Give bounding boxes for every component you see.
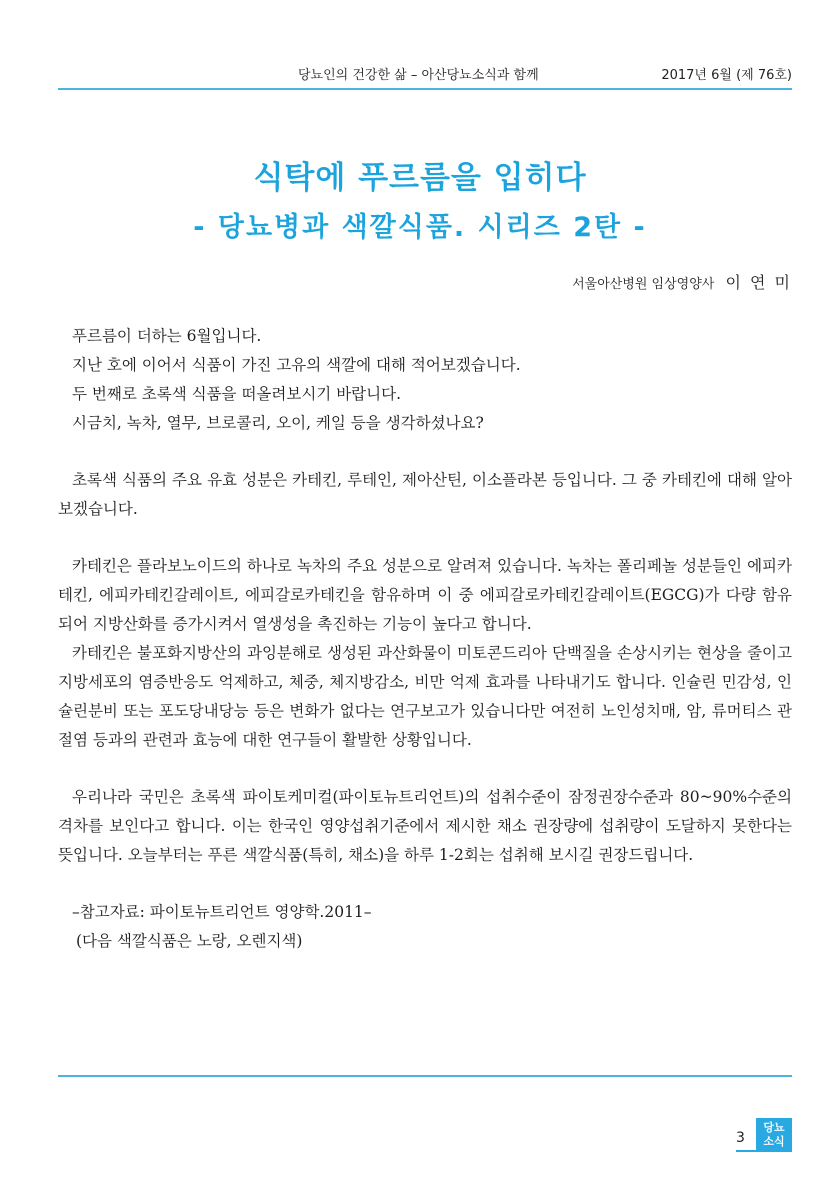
reference-note: –참고자료: 파이토뉴트리언트 영양학.2011– — [72, 903, 372, 921]
author-affiliation: 서울아산병원 임상영양사 — [572, 277, 715, 292]
header-rule — [58, 88, 792, 90]
page-number: 3 — [736, 1130, 745, 1146]
intro-line: 푸르름이 더하는 6월입니다. — [72, 327, 262, 345]
intro-line: 지난 호에 이어서 식품이 가진 고유의 색깔에 대해 적어보겠습니다. — [72, 356, 521, 374]
intro-line: 두 번째로 초록색 식품을 떠올려보시기 바랍니다. — [72, 385, 402, 403]
article-subtitle: - 당뇨병과 색깔식품. 시리즈 2탄 - — [193, 212, 647, 243]
paragraph-gap — [58, 870, 792, 898]
badge-line: 당뇨 — [763, 1121, 785, 1134]
paragraph-gap — [58, 755, 792, 783]
next-issue-note: (다음 색깔식품은 노랑, 오렌지색) — [76, 932, 303, 950]
article-title: 식탁에 푸르름을 입히다 — [253, 160, 587, 196]
paragraph-components: 초록색 식품의 주요 유효 성분은 카테킨, 루테인, 제아산틴, 이소플라본 등입니다. 그 중 카테킨에 대해 알아보겠습니다. — [58, 471, 792, 518]
paragraph-effects: 카테킨은 불포화지방산의 과잉분해로 생성된 과산화물이 미토콘드리아 단백질을 손상시키는 현상을 줄이고 지방세포의 염증반응도 억제하고, 체중, 체지방감소, 비만 억제 효과를 나타내기도 합니다. 인슐린 민감성, 인슐린분비 또는 포도당내당능 등은 변화가 없다는 연구보고가 있습니다만 여전히 노인성치매, 암, 류머티스 관절염 등과의 관련과 효능에 대한 연구들이 활발한 상황입니다. — [58, 644, 792, 749]
article-body — [58, 322, 792, 956]
intro-line: 시금치, 녹차, 열무, 브로콜리, 오이, 케일 등을 생각하셨나요? — [72, 414, 484, 432]
newsletter-title: 당뇨인의 건강한 삶 – 아산당뇨소식과 함께 — [298, 68, 539, 83]
author-line — [572, 270, 792, 293]
paragraph-intake: 우리나라 국민은 초록색 파이토케미컬(파이토뉴트리언트)의 섭취수준이 잠정권장수준과 80~90%수준의 격차를 보인다고 합니다. 이는 한국인 영양섭취기준에서 제시한 채소 권장량에 섭취량이 도달하지 못한다는 뜻입니다. 오늘부터는 푸른 색깔식품(특히, 채소)을 하루 1-2회는 섭취해 보시길 권장드립니다. — [58, 788, 792, 864]
footer-underline — [736, 1150, 792, 1152]
footer-rule — [58, 1075, 792, 1077]
paragraph-catechin: 카테킨은 플라보노이드의 하나로 녹차의 주요 성분으로 알려져 있습니다. 녹차는 폴리페놀 성분들인 에피카테킨, 에피카테킨갈레이트, 에피갈로카테킨을 함유하며 이 중 에피갈로카테킨갈레이트(EGCG)가 다량 함유되어 지방산화를 증가시켜서 열생성을 촉진하는 기능이 높다고 합니다. — [58, 557, 792, 633]
paragraph-gap — [58, 524, 792, 552]
issue-date: 2017년 6월 (제 76호) — [661, 68, 792, 83]
page-header — [58, 64, 792, 86]
newsletter-badge — [756, 1118, 792, 1152]
author-name: 이 연 미 — [725, 273, 792, 292]
paragraph-gap — [58, 438, 792, 466]
badge-line: 소식 — [763, 1135, 785, 1148]
